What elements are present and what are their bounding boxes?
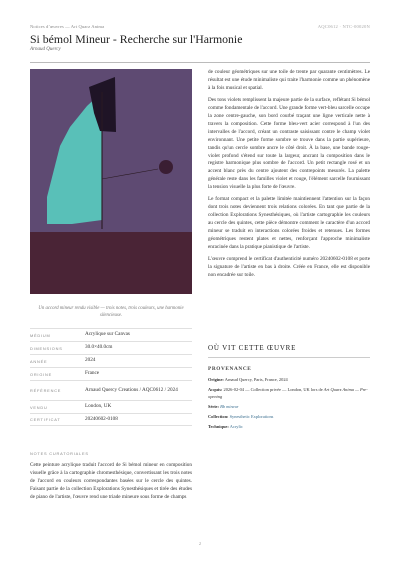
header-divider bbox=[30, 62, 370, 63]
meta-key: VENDU bbox=[30, 404, 48, 410]
description-column bbox=[208, 69, 370, 284]
meta-row-origin bbox=[30, 367, 192, 380]
provenance-heading: PROVENANCE bbox=[208, 366, 252, 372]
meta-row-certificate bbox=[30, 413, 192, 426]
meta-key: DIMENSIONS bbox=[30, 345, 63, 351]
meta-row-year bbox=[30, 354, 192, 367]
artwork-lower-band bbox=[30, 232, 192, 294]
meta-value: 20240602-0108 bbox=[85, 415, 118, 422]
meta-row-reference bbox=[30, 380, 192, 400]
artwork-plum-circle bbox=[159, 160, 173, 174]
description-paragraph: L'œuvre comprend le certificat d'authenticité numéro 20240602-0108 et porte la signature de l'artiste en bas à droite. Créée en France, elle est disponible non encadrée sur toile. bbox=[208, 255, 370, 278]
page-title: Si bémol Mineur - Recherche sur l'Harmonie bbox=[30, 32, 243, 46]
description-paragraph: de couleur géométriques sur une toile de trente par quarante centimètres. Le résultat est une étude minimaliste qui traite l'harmonie comme un phénomène à la fois musical et spatial. bbox=[208, 69, 370, 91]
meta-key: RÉFÉRENCE bbox=[30, 388, 62, 393]
description-paragraph: Le format compact et la palette limitée maintiennent l'attention sur la façon dont trois notes deviennent trois relations colorées. En tant que partie de la collection Explorations Synesthésiques, où l'artiste cartographie les couleurs au cercle des quintes, cette pièce démontre comment le caractère d'un accord mineur se traduit en interactions colorées froides et retenues. Les formes géométriques restent plates et nettes, renforçant l'approche minimaliste enracinée dans la pratique pianistique de l'artiste. bbox=[208, 196, 370, 251]
provenance-origin bbox=[208, 376, 370, 383]
provenance-collection bbox=[208, 413, 370, 420]
where-heading: OÙ VIT CETTE ŒUVRE bbox=[208, 344, 370, 358]
provenance-list bbox=[208, 376, 370, 430]
meta-row-medium bbox=[30, 328, 192, 341]
curatorial-notes-heading: NOTES CURATORIALES bbox=[30, 451, 89, 456]
collection-label: Collection: bbox=[208, 413, 229, 419]
meta-value: 30.0×40.0cm bbox=[85, 344, 113, 351]
artwork-caption: Un accord mineur rendu visible — trois notes, trois couleurs, une harmonie silencieuse. bbox=[38, 306, 184, 319]
artist-name: Arnaud Quercy bbox=[30, 47, 61, 52]
artwork-painting bbox=[30, 69, 192, 294]
series-label: Série: bbox=[208, 404, 219, 409]
metadata-table bbox=[30, 328, 192, 426]
technique-link[interactable]: Acrylic bbox=[229, 423, 243, 429]
page-number: 2 bbox=[198, 541, 202, 546]
meta-key: CERTIFICAT bbox=[30, 417, 61, 422]
artwork-image bbox=[30, 69, 192, 294]
meta-key: ORIGINE bbox=[30, 371, 53, 377]
origin-value: Arnaud Quercy, Paris, France, 2024 bbox=[224, 377, 288, 382]
reference-code: AQC0612 · NTC-00020N bbox=[317, 24, 370, 29]
provenance-technique bbox=[208, 423, 370, 430]
origin-label: Origine: bbox=[208, 377, 224, 382]
meta-key: MÉDIUM bbox=[30, 332, 51, 338]
acquired-event: Art Quarz Anima — Pre-opening bbox=[208, 386, 368, 400]
meta-key: ANNÉE bbox=[30, 358, 48, 364]
breadcrumb[interactable]: Notices d’œuvres — Art Quarz Anima bbox=[30, 24, 105, 29]
meta-row-sold bbox=[30, 400, 192, 413]
meta-row-dimensions bbox=[30, 341, 192, 354]
acquired-value: 2026-02-04 — Collection privée — London, UK lors de bbox=[223, 386, 323, 392]
meta-value: 2024 bbox=[85, 357, 96, 364]
meta-value: France bbox=[85, 370, 100, 377]
description-paragraph: Des tons violets remplissent la majeure partie de la surface, reflétant Si bémol comme fondamentale de l'accord. Une grande forme vert-bleu sarcelle occupe la zone centre-gauche, son bord courbé traçant une ligne verticale nette à travers la composition. Cette forme bleu-vert acier correspond à l'un des intervalles de l'accord, créant un contraste saisissant contre le champ violet environnant. Une petite forme sombre se trouve dans la partie supérieure, tandis qu'un cercle sombre ancre le côté droit. À la base, une bande rouge-violet profond s'étend sur toute la largeur, ancrant la composition dans le registre harmonique plus sombre de l'accord. Un petit rectangle rosé et un accent blanc près du centre ajoutent des contrepoints mesurés. La palette générale reste dans les familles violet et rouge, l'élément sarcelle fournissant la tension visuelle la plus forte de l'œuvre. bbox=[208, 96, 370, 191]
collection-link[interactable]: Synesthetic Explorations bbox=[229, 413, 274, 419]
where-section bbox=[208, 344, 370, 432]
provenance-series bbox=[208, 403, 370, 410]
meta-value: Arnaud Quercy Creations / AQC0612 / 2024 bbox=[85, 386, 178, 393]
curatorial-notes-text: Cette peinture acrylique traduit l'accord de Si bémol mineur en composition visuelle grâce à la cartographie chromesthésique, convertissant les trois notes de l'accord en couleurs correspondantes basées sur le cercle des quintes. Faisant partie de la collection Explorations Synesthésiques et tirée des études de piano de l'artiste, l'œuvre rend une triade mineure sous forme de champs bbox=[30, 462, 192, 500]
meta-value: Acrylique sur Canvas bbox=[85, 331, 130, 338]
acquired-label: Acquis: bbox=[208, 386, 223, 392]
meta-value: London, UK bbox=[85, 403, 112, 410]
series-link[interactable]: Bb mineur bbox=[220, 404, 239, 409]
provenance-acquired bbox=[208, 386, 370, 401]
technique-label: Technique: bbox=[208, 423, 229, 429]
